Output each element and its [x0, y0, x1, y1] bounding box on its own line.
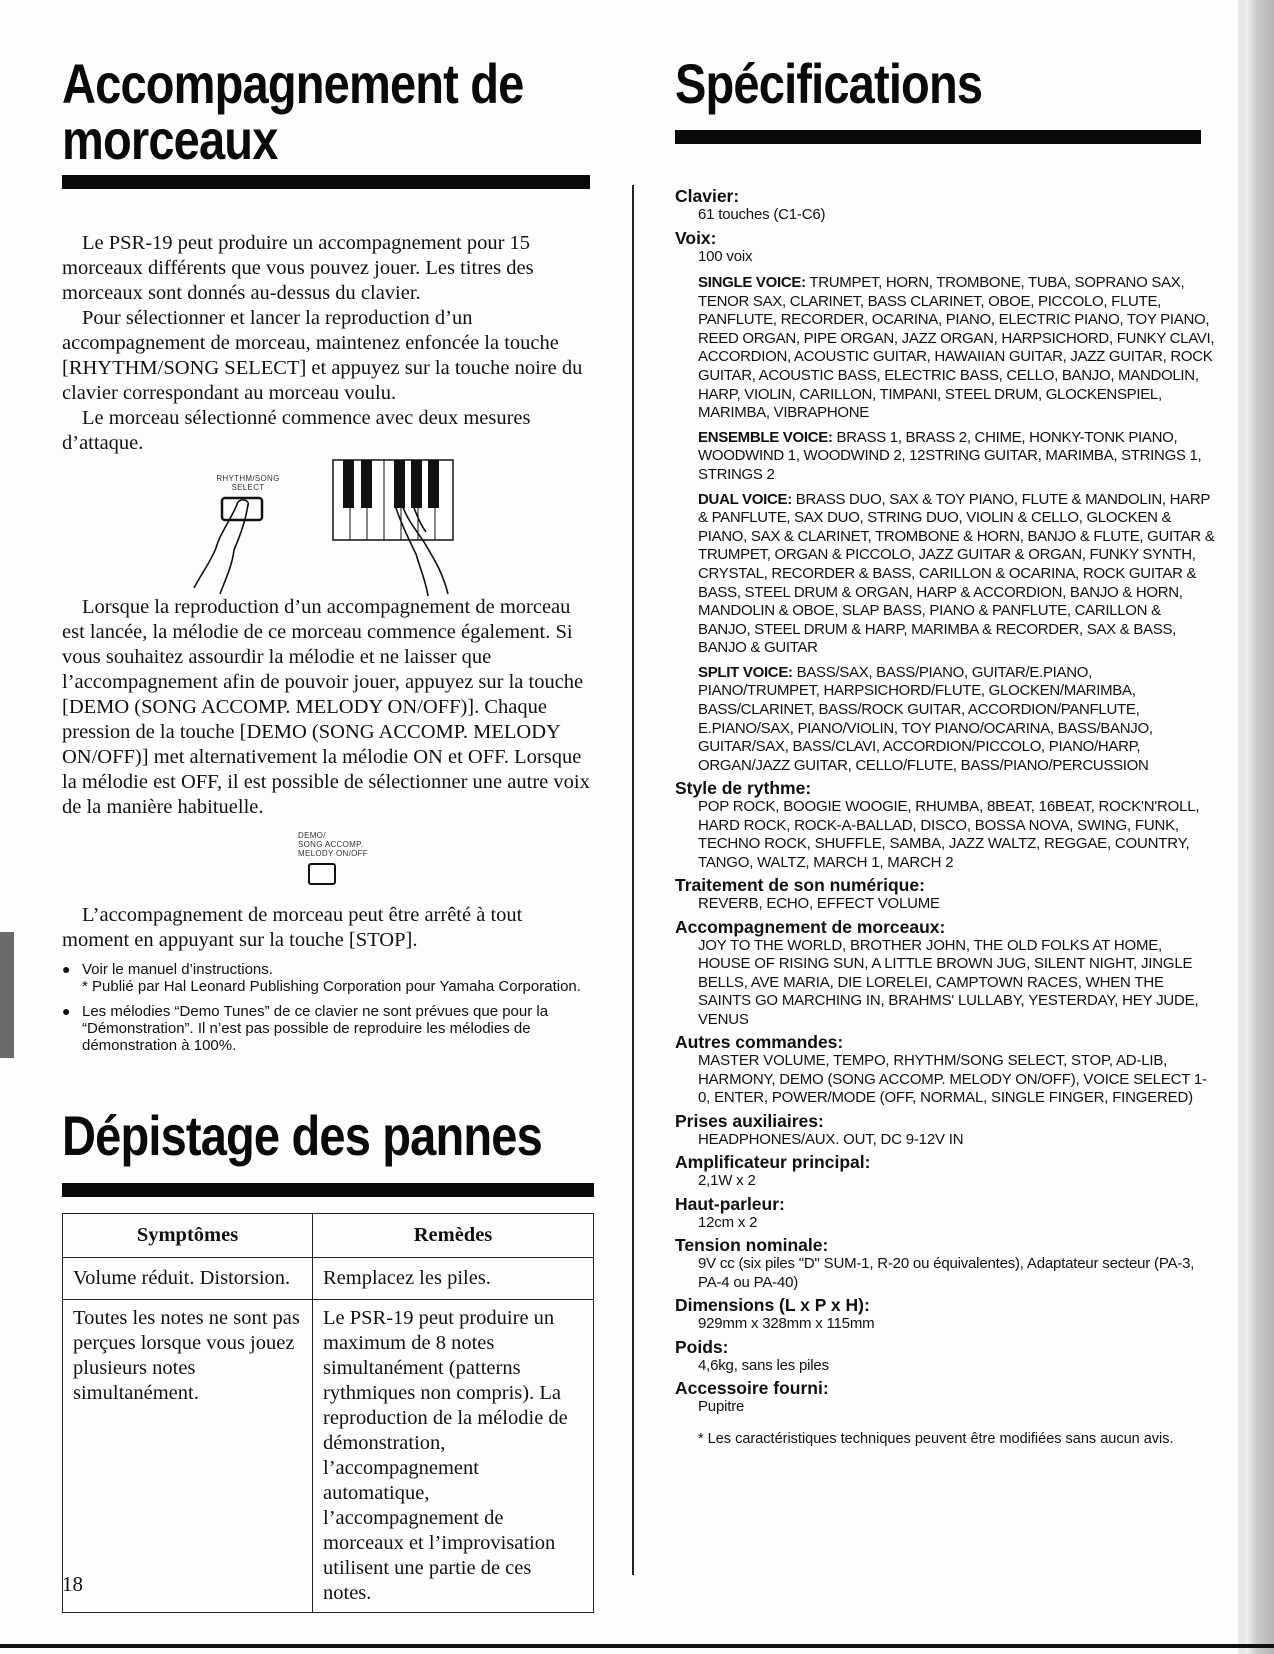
spec-weight-value: 4,6kg, sans les piles: [698, 1356, 829, 1374]
section-title-specifications: Spécifications: [675, 52, 983, 115]
demo-key-icon: [308, 863, 336, 885]
keyboard-hand-illustration: [180, 458, 470, 598]
remedy-cell: Le PSR-19 peut produire un maximum de 8 notes simultanément (patterns rythmiques non compris). La reproduction de la mélodie de démonstration, l’accompagnement automatique, l’accompagnement de morceaux et l’improvisation utilisent une partie de ces notes.: [313, 1300, 594, 1613]
keyboard-icon: [333, 460, 453, 540]
spec-controls-value: MASTER VOLUME, TEMPO, RHYTHM/SONG SELECT, STOP, AD-LIB, HARMONY, DEMO (SONG ACCOMP. MELODY ON/OFF), VOICE SELECT 1-0, ENTER, POWER/MODE (OFF, NORMAL, SINGLE FINGER, FINGERED): [698, 1052, 1207, 1107]
dual-voice-list: BRASS DUO, SAX & TOY PIANO, FLUTE & MANDOLIN, HARP & PANFLUTE, SAX DUO, STRING DUO, VIOLIN & CELLO, GLOCKEN & PIANO, SAX & CLARINET, TROMBONE & HORN, BANJO & FLUTE, GUITAR & TRUMPET, ORGAN & PICCOLO, JAZZ GUITAR & ORGAN, FUNKY SYNTH, CRYSTAL, RECORDER & BASS, CARILLON & OCARINA, ROCK GUITAR & BASS, STEEL DRUM & ORGAN, HARP & ACCORDION, BANJO & HORN, MANDOLIN & OBOE, SLAP BASS, PIANO & PANFLUTE, CARILLON & BANJO, STEEL DRUM & HARP, MARIMBA & RECORDER, SAX & BASS, BANJO & GUITAR: [698, 490, 1215, 657]
title-rule-troubleshooting: [62, 1183, 594, 1197]
spec-single-voice: [675, 274, 1215, 423]
page-number: 18: [62, 1572, 83, 1596]
spec-controls-heading: Autres commandes:: [675, 1032, 844, 1053]
spec-amp-heading: Amplificateur principal:: [675, 1152, 871, 1173]
note-instructions-text: ● Voir le manuel d’instructions.: [82, 961, 273, 978]
spec-keyboard-value: 61 touches (C1-C6): [698, 206, 826, 223]
split-voice-list: BASS/SAX, BASS/PIANO, GUITAR/E.PIANO, PIANO/TRUMPET, HARPSICHORD/FLUTE, GLOCKEN/MARIMBA, BASS/CLARINET, BASS/ROCK GUITAR, ACCORDION/PANFLUTE, E.PIANO/SAX, PIANO/VIOLIN, TOY PIANO/OCARINA, BASS/BANJO, GUITAR/SAX, BASS/CLAVI, ACCORDION/PICCOLO, PIANO/HARP, ORGAN/JAZZ GUITAR, CELLO/FLUTE, BASS/PIANO/PERCUSSION: [698, 663, 1153, 774]
paragraph-attack: Le morceau sélectionné commence avec deux mesures d’attaque.: [62, 407, 531, 454]
symptom-cell: Volume réduit. Distorsion.: [63, 1258, 313, 1300]
note-demo-tunes: ● Les mélodies “Demo Tunes” de ce clavier ne sont prévues que pour la “Démonstration”. Il n’est pas possible de reproduire les mélodies de démonstration à 100%.: [62, 1003, 590, 1054]
spec-footnote: * Les caractéristiques techniques peuvent être modifiées sans aucun avis.: [698, 1430, 1174, 1447]
dual-voice-label: DUAL VOICE:: [698, 490, 792, 508]
section-title-accompaniment: [62, 52, 524, 171]
table-row: [63, 1258, 594, 1300]
figure2-label-line2: SONG ACCOMP.: [298, 840, 364, 849]
figure-rhythm-song-select: [180, 458, 470, 598]
title-line-1: Accompagnement de: [62, 52, 524, 115]
split-voice-label: SPLIT VOICE:: [698, 663, 793, 681]
spec-speaker-heading: Haut-parleur:: [675, 1193, 785, 1214]
figure2-label-line1: DEMO/: [298, 831, 326, 840]
single-voice-list: TRUMPET, HORN, TROMBONE, TUBA, SOPRANO SAX, TENOR SAX, CLARINET, BASS CLARINET, OBOE, PICCOLO, FLUTE, PANFLUTE, RECORDER, OCARINA, PIANO, ELECTRIC PIANO, TOY PIANO, REED ORGAN, PIPE ORGAN, JAZZ ORGAN, HARPSICHORD, FUNKY CLAVI, ACCORDION, ACOUSTIC GUITAR, HAWAIIAN GUITAR, JAZZ GUITAR, ROCK GUITAR, ACOUSTIC BASS, ELECTRIC BASS, CELLO, BANJO, MANDOLIN, HARP, VIOLIN, CARILLON, TIMPANI, STEEL DRUM, GLOCKENSPIEL, MARIMBA, VIBRAPHONE: [698, 274, 1215, 422]
specifications-list: [675, 183, 1215, 1448]
title-line-2: morceaux: [62, 108, 278, 171]
notes-list: [62, 961, 590, 1062]
figure2-label-line3: MELODY ON/OFF: [298, 849, 368, 858]
paragraph-select: Pour sélectionner et lancer la reproduction d’un accompagnement de morceau, maintenez enfoncée la touche [RHYTHM/SONG SELECT] et appuyez sur la touche noire du clavier correspondant au morceau voulu.: [62, 307, 583, 404]
figure1-label-line1: RHYTHM/SONG: [216, 474, 280, 483]
troubleshooting-table: [62, 1213, 594, 1613]
spec-voices-value: 100 voix: [698, 247, 753, 265]
spec-rhythm-value: POP ROCK, BOOGIE WOOGIE, RHUMBA, 8BEAT, 16BEAT, ROCK'N'ROLL, HARD ROCK, ROCK-A-BALLAD, DISCO, BOSSA NOVA, SWING, FUNK, TECHNO ROCK, SHUFFLE, SAMBA, JAZZ WALTZ, REGGAE, COUNTRY, TANGO, WALTZ, MARCH 1, MARCH 2: [698, 798, 1200, 871]
note-publisher: * Publié par Hal Leonard Publishing Corporation pour Yamaha Corporation.: [82, 978, 581, 995]
paragraph-melody: Lorsque la reproduction d’un accompagnement de morceau est lancée, la mélodie de ce morceau commence également. Si vous souhaitez assourdir la mélodie et ne laisser que l’accompagnement afin de pouvoir jouer, appuyez sur la touche [DEMO (SONG ACCOMP. MELODY ON/OFF)]. Chaque pression de la touche [DEMO (SONG ACCOMP. MELODY ON/OFF)] met alternativement la mélodie ON et OFF. Lorsque la mélodie est OFF, il est possible de sélectionner une autre voix de la manière habituelle.: [62, 596, 590, 818]
page-edge-shadow: [1238, 0, 1246, 1654]
title-rule-specifications: [675, 130, 1201, 144]
col-symptoms: Symptômes: [63, 1214, 313, 1258]
col-remedies: Remèdes: [313, 1214, 594, 1258]
section-title-troubleshooting: Dépistage des pannes: [62, 1104, 542, 1167]
spec-rhythm-heading: Style de rythme:: [675, 778, 812, 799]
spec-accessory-value: Pupitre: [698, 1398, 745, 1416]
spec-power-value: 9V cc (six piles "D" SUM-1, R-20 ou équivalentes), Adaptateur secteur (PA-3, PA-4 ou PA-40): [698, 1255, 1195, 1291]
paragraph-intro: Le PSR-19 peut produire un accompagnement pour 15 morceaux différents que vous pouvez jouer. Les titres des morceaux sont donnés au-dessus du clavier.: [62, 232, 534, 304]
spec-split-voice: [675, 664, 1215, 776]
title-rule-accompaniment: [62, 175, 590, 189]
page-edge: [1246, 0, 1274, 1654]
spec-dsp-heading: Traitement de son numérique:: [675, 875, 925, 896]
spec-dsp-value: REVERB, ECHO, EFFECT VOLUME: [698, 895, 940, 913]
column-divider: [632, 185, 634, 1575]
spec-ensemble-voice: [675, 429, 1215, 485]
spec-dimensions-value: 929mm x 328mm x 115mm: [698, 1315, 875, 1333]
spec-keyboard-heading: Clavier:: [675, 186, 740, 206]
table-header-row: [63, 1214, 594, 1258]
spec-dimensions-heading: Dimensions (L x P x H):: [675, 1295, 870, 1316]
remedy-cell: Remplacez les piles.: [313, 1258, 594, 1300]
ensemble-voice-label: ENSEMBLE VOICE:: [698, 428, 833, 446]
ensemble-voice-list: BRASS 1, BRASS 2, CHIME, HONKY-TONK PIANO, WOODWIND 1, WOODWIND 2, 12STRING GUITAR, MARIMBA, STRINGS 1, STRINGS 2: [698, 428, 1202, 483]
spec-dual-voice: [675, 491, 1215, 658]
spec-song-heading: Accompagnement de morceaux:: [675, 916, 946, 937]
figure-demo-button: [298, 831, 398, 891]
spec-weight-heading: Poids:: [675, 1336, 729, 1357]
spec-jacks-heading: Prises auxiliaires:: [675, 1110, 824, 1131]
table-row: [63, 1300, 594, 1613]
symptom-cell: Toutes les notes ne sont pas perçues lorsque vous jouez plusieurs notes simultanément.: [63, 1300, 313, 1613]
spec-accessory-heading: Accessoire fourni:: [675, 1378, 829, 1399]
single-voice-label: SINGLE VOICE:: [698, 274, 806, 291]
spec-voices-heading: Voix:: [675, 227, 717, 248]
side-tab-marker: [0, 932, 14, 1058]
spec-song-value: JOY TO THE WORLD, BROTHER JOHN, THE OLD FOLKS AT HOME, HOUSE OF RISING SUN, A LITTLE BROWN JUG, SILENT NIGHT, JINGLE BELLS, AVE MARIA, DIE LORELEI, CAMPTOWN RACES, WHEN THE SAINTS GO MARCHING IN, BRAHMS' LULLABY, YESTERDAY, HEY JUDE, VENUS: [698, 936, 1199, 1028]
note-instructions: [62, 961, 590, 995]
figure1-label-line2: SELECT: [231, 483, 265, 492]
paragraph-stop: L’accompagnement de morceau peut être arrêté à tout moment en appuyant sur la touche [STOP].: [62, 904, 523, 951]
spec-jacks-value: HEADPHONES/AUX. OUT, DC 9-12V IN: [698, 1130, 964, 1148]
spec-amp-value: 2,1W x 2: [698, 1172, 756, 1190]
spec-power-heading: Tension nominale:: [675, 1235, 829, 1256]
bottom-border: [0, 1644, 1274, 1648]
spec-speaker-value: 12cm x 2: [698, 1213, 758, 1231]
